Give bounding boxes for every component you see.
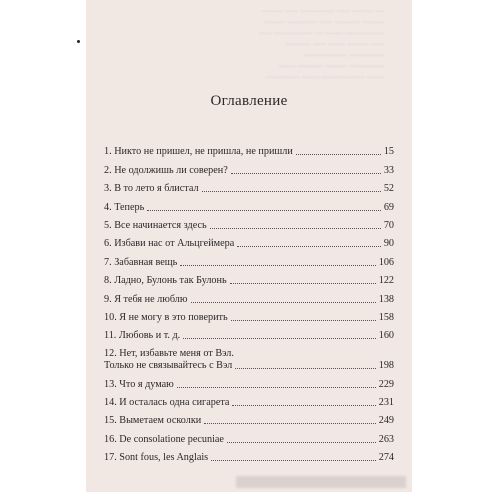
toc-entry-page: 69	[383, 201, 394, 213]
leader-dots	[147, 210, 381, 211]
toc-entry	[104, 342, 394, 372]
toc-entry-page: 198	[378, 360, 394, 372]
toc-entry-page: 274	[378, 452, 394, 464]
toc-entry-label: 5. Все начинается здесь	[104, 219, 207, 231]
toc-entry-page: 229	[378, 378, 394, 390]
toc-entry	[104, 250, 394, 268]
toc-entry-label: 15. Выметаем осколки	[104, 415, 202, 427]
toc-entry	[104, 232, 394, 250]
toc-entry	[104, 427, 394, 445]
leader-dots	[180, 265, 375, 266]
toc-entry-label: 7. Забавная вещь	[104, 256, 178, 268]
toc-entry	[104, 324, 394, 342]
toc-entry-page: 33	[383, 164, 394, 176]
toc-entry	[104, 158, 394, 176]
toc-entry	[104, 269, 394, 287]
toc-entry-page: 160	[378, 330, 394, 342]
toc-entry	[104, 177, 394, 195]
leader-dots	[202, 191, 381, 192]
toc-entry-page: 138	[378, 293, 394, 305]
toc-entry	[104, 306, 394, 324]
leader-dots	[232, 405, 375, 406]
dust-speck	[77, 40, 80, 43]
toc-entry	[104, 214, 394, 232]
toc-entry-label: 16. De consolatione pecuniae	[104, 433, 224, 445]
leader-dots	[211, 460, 376, 461]
leader-dots	[177, 387, 376, 388]
toc-entry-label: 11. Любовь и т. д.	[104, 330, 181, 342]
leader-dots	[237, 246, 381, 247]
book-page	[86, 0, 412, 492]
toc-entry	[104, 140, 394, 158]
toc-entry-label: 9. Я тебя не люблю	[104, 293, 188, 305]
toc-entry-page: 231	[378, 397, 394, 409]
toc-entry-label: 13. Что я думаю	[104, 378, 174, 390]
toc-entry-page: 158	[378, 311, 394, 323]
leader-dots	[204, 423, 375, 424]
toc-entry-label: 1. Никто не пришел, не пришла, не пришли	[104, 146, 293, 158]
toc-entry	[104, 195, 394, 213]
toc-entry	[104, 391, 394, 409]
toc-entry-label: 17. Sont fous, les Anglais	[104, 452, 209, 464]
toc-entry-label: 12. Нет, избавьте меня от Вэл.	[104, 348, 234, 360]
toc-entry-page: 70	[383, 219, 394, 231]
toc-entry-page: 106	[378, 256, 394, 268]
table-of-contents	[104, 140, 394, 464]
leader-dots	[230, 283, 376, 284]
toc-entry	[104, 446, 394, 464]
leader-dots	[227, 442, 376, 443]
toc-entry-page: 263	[378, 433, 394, 445]
page-title: Оглавление	[210, 93, 288, 109]
leader-dots	[210, 228, 381, 229]
leader-dots	[183, 338, 376, 339]
toc-entry-label: 6. Избави нас от Альцгеймера	[104, 238, 235, 250]
toc-entry-label: 2. Не одолжишь ли соверен?	[104, 164, 228, 176]
toc-entry-page: 122	[378, 275, 394, 287]
toc-entry	[104, 409, 394, 427]
toc-entry-label-continued: Только не связывайтесь с Вэл	[104, 360, 233, 372]
toc-entry-page: 52	[383, 183, 394, 195]
leader-dots	[231, 173, 381, 174]
toc-entry-label: 3. В то лето я блистал	[104, 183, 199, 195]
toc-entry-page: 15	[383, 146, 394, 158]
leader-dots	[296, 154, 381, 155]
toc-entry-page: 249	[378, 415, 394, 427]
toc-entry-label: 14. И осталась одна сигарета	[104, 397, 230, 409]
toc-entry	[104, 372, 394, 390]
bleed-through-bottom	[236, 476, 406, 488]
toc-entry-page: 90	[383, 238, 394, 250]
toc-entry-label: 8. Ладно, Булонь так Булонь	[104, 275, 227, 287]
bleed-through-text: ~~~~~ ~~~ ~~~~~~~~ ~~~ ~~~~~ ~~ ~~~~~ ~~~~~~~ ~~~ ~~~~~~ ~~~~~ ~~~ ~~~~~~~~~ ~~ ~~~~ ~~~~~~~~~ ~~~~~~ ~~~ ~~~~ ~~~~~ ~~~ ~~~~~~~~~~ ~~~~~~~~ ~~~~ ~~~~~~ ~~~~~ ~~~~~~~~ ~~~~~~~~ ~~~~ ~~~~~~~~~~ ~~~~	[259, 7, 384, 82]
leader-dots	[235, 368, 376, 369]
leader-dots	[191, 302, 376, 303]
toc-entry	[104, 287, 394, 305]
toc-entry-label: 10. Я не могу в это поверить	[104, 311, 228, 323]
toc-entry-label: 4. Теперь	[104, 201, 145, 213]
leader-dots	[231, 320, 376, 321]
